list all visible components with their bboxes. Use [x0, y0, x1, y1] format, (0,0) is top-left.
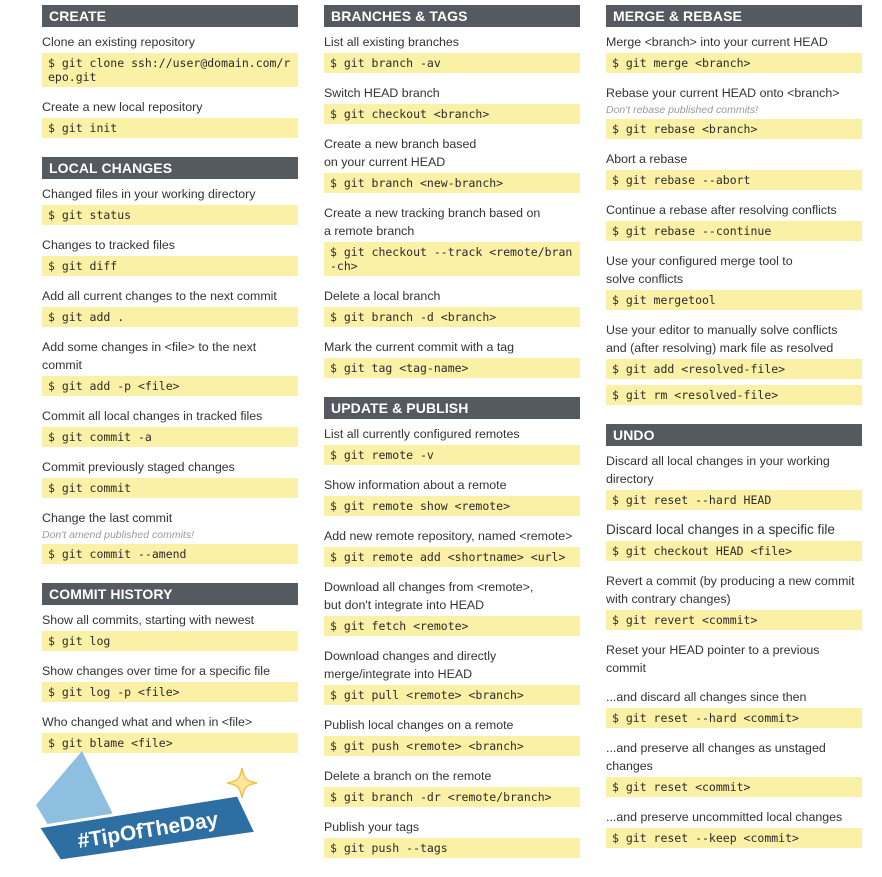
section-header: UPDATE & PUBLISH	[324, 397, 580, 419]
command-snippet[interactable]: $ git log	[42, 631, 298, 651]
item-description: Revert a commit (by producing a new commit with contrary changes)	[606, 574, 855, 606]
section-header: UNDO	[606, 424, 862, 446]
item-description: Change the last commit	[42, 511, 173, 525]
item-description: ...and preserve all changes as unstaged changes	[606, 741, 826, 773]
command-snippet[interactable]: $ git remote show <remote>	[324, 496, 580, 516]
cheat-item	[42, 98, 298, 138]
command-snippet[interactable]: $ git init	[42, 118, 298, 138]
command-snippet[interactable]: $ git status	[42, 205, 298, 225]
item-description: Who changed what and when in <file>	[42, 715, 253, 729]
item-description: Merge <branch> into your current HEAD	[606, 35, 828, 49]
column-1	[42, 5, 298, 772]
section-header: CREATE	[42, 5, 298, 27]
command-snippet[interactable]: $ git branch -av	[324, 53, 580, 73]
cheat-item	[324, 647, 580, 705]
item-description: Add all current changes to the next commit	[42, 289, 277, 303]
item-description: Publish your tags	[324, 820, 420, 834]
cheat-item	[324, 135, 580, 193]
command-snippet[interactable]: $ git add <resolved-file>	[606, 359, 862, 379]
item-description: Create a new local repository	[42, 100, 203, 114]
item-description: Changes to tracked files	[42, 238, 175, 252]
command-snippet[interactable]: $ git pull <remote> <branch>	[324, 685, 580, 705]
item-description: Create a new tracking branch based on a remote branch	[324, 206, 541, 238]
section-undo	[606, 424, 862, 848]
command-snippet[interactable]: $ git checkout HEAD <file>	[606, 541, 862, 561]
column-2	[324, 5, 580, 877]
item-description: Switch HEAD branch	[324, 86, 440, 100]
section-branches-tags	[324, 5, 580, 378]
cheat-item	[42, 287, 298, 327]
cheat-item	[42, 33, 298, 87]
command-snippet[interactable]: $ git push <remote> <branch>	[324, 736, 580, 756]
item-description: Commit all local changes in tracked files	[42, 409, 263, 423]
item-description: Use your editor to manually solve conflicts and (after resolving) mark file as resolved	[606, 323, 838, 355]
cheat-item	[606, 452, 862, 510]
cheat-item	[324, 818, 580, 858]
section-update-publish	[324, 397, 580, 858]
cheat-item	[42, 185, 298, 225]
item-description: Download changes and directly merge/integrate into HEAD	[324, 649, 497, 681]
cheat-item	[324, 476, 580, 516]
item-description: Abort a rebase	[606, 152, 688, 166]
item-description: Discard local changes in a specific file	[606, 522, 835, 537]
item-description: Clone an existing repository	[42, 35, 195, 49]
cheat-item	[606, 321, 862, 405]
cheat-item	[42, 338, 298, 396]
item-description: Download all changes from <remote>, but don't integrate into HEAD	[324, 580, 534, 612]
cheat-item	[606, 688, 862, 728]
command-snippet[interactable]: $ git branch -dr <remote/branch>	[324, 787, 580, 807]
command-snippet[interactable]: $ git rebase <branch>	[606, 119, 862, 139]
item-description: Delete a branch on the remote	[324, 769, 492, 783]
command-snippet[interactable]: $ git reset --hard <commit>	[606, 708, 862, 728]
column-3	[606, 5, 862, 867]
cheat-item	[606, 572, 862, 630]
command-snippet[interactable]: $ git commit --amend	[42, 544, 298, 564]
cheat-item	[42, 407, 298, 447]
cheat-item	[606, 808, 862, 848]
command-snippet[interactable]: $ git rebase --abort	[606, 170, 862, 190]
section-header: BRANCHES & TAGS	[324, 5, 580, 27]
cheat-item	[606, 739, 862, 797]
section-commit-history	[42, 583, 298, 753]
cheat-item	[606, 641, 862, 677]
cheat-item	[606, 521, 862, 561]
command-snippet[interactable]: $ git clone ssh://user@domain.com/repo.git	[42, 53, 298, 87]
item-description: Add new remote repository, named <remote>	[324, 529, 573, 543]
cheat-item	[42, 458, 298, 498]
cheat-item	[42, 611, 298, 651]
cheat-item	[324, 33, 580, 73]
command-snippet[interactable]: $ git branch -d <branch>	[324, 307, 580, 327]
command-snippet[interactable]: $ git commit	[42, 478, 298, 498]
command-snippet[interactable]: $ git reset <commit>	[606, 777, 862, 797]
command-snippet[interactable]: $ git commit -a	[42, 427, 298, 447]
item-description: Commit previously staged changes	[42, 460, 235, 474]
cheat-item	[324, 338, 580, 378]
cheat-item	[606, 84, 862, 139]
item-description: Mark the current commit with a tag	[324, 340, 515, 354]
item-description: Reset your HEAD pointer to a previous commit	[606, 643, 820, 675]
tip-of-the-day-badge	[30, 745, 270, 861]
command-snippet[interactable]: $ git log -p <file>	[42, 682, 298, 702]
section-merge-rebase	[606, 5, 862, 405]
command-snippet[interactable]: $ git merge <branch>	[606, 53, 862, 73]
cheat-item	[42, 509, 298, 564]
cheat-item	[324, 767, 580, 807]
cheat-item	[324, 578, 580, 636]
cheat-item	[324, 527, 580, 567]
item-description: Show information about a remote	[324, 478, 507, 492]
item-description: Publish local changes on a remote	[324, 718, 514, 732]
item-description: Changed files in your working directory	[42, 187, 256, 201]
section-create	[42, 5, 298, 138]
cheat-item	[324, 425, 580, 465]
cheat-item	[42, 236, 298, 276]
cheat-item	[606, 33, 862, 73]
cheat-item	[606, 150, 862, 190]
item-description: ...and preserve uncommitted local changes	[606, 810, 843, 824]
item-description: Use your configured merge tool to solve conflicts	[606, 254, 793, 286]
cheat-item	[42, 662, 298, 702]
section-header: MERGE & REBASE	[606, 5, 862, 27]
command-snippet[interactable]: $ git remote -v	[324, 445, 580, 465]
command-snippet[interactable]: $ git rebase --continue	[606, 221, 862, 241]
command-snippet[interactable]: $ git revert <commit>	[606, 610, 862, 630]
command-snippet[interactable]: $ git blame <file>	[42, 733, 298, 753]
command-snippet[interactable]: $ git diff	[42, 256, 298, 276]
command-snippet[interactable]: $ git checkout --track <remote/bran-ch>	[324, 242, 580, 276]
badge-text: #TipOfTheDay	[76, 808, 220, 853]
item-description: Delete a local branch	[324, 289, 441, 303]
cheat-item	[324, 716, 580, 756]
section-header: COMMIT HISTORY	[42, 583, 298, 605]
command-snippet[interactable]: $ git fetch <remote>	[324, 616, 580, 636]
cheat-item	[324, 204, 580, 276]
item-description: Continue a rebase after resolving conflicts	[606, 203, 837, 217]
item-description: Discard all local changes in your working directory	[606, 454, 830, 486]
item-description: List all currently configured remotes	[324, 427, 520, 441]
command-snippet[interactable]: $ git mergetool	[606, 290, 862, 310]
cheat-item	[606, 252, 862, 310]
warning-note: Don't amend published commits!	[42, 529, 194, 541]
cheat-item	[324, 287, 580, 327]
command-snippet[interactable]: $ git push --tags	[324, 838, 580, 858]
section-header: LOCAL CHANGES	[42, 157, 298, 179]
item-description: Rebase your current HEAD onto <branch>	[606, 86, 840, 100]
command-snippet[interactable]: $ git reset --hard HEAD	[606, 490, 862, 510]
sparkle-icon	[227, 768, 257, 798]
command-snippet[interactable]: $ git remote add <shortname> <url>	[324, 547, 580, 567]
command-snippet[interactable]: $ git add .	[42, 307, 298, 327]
item-description: Add some changes in <file> to the next commit	[42, 340, 257, 372]
command-snippet[interactable]: $ git add -p <file>	[42, 376, 298, 396]
item-description: Create a new branch based on your current HEAD	[324, 137, 477, 169]
command-snippet[interactable]: $ git branch <new-branch>	[324, 173, 580, 193]
section-local-changes	[42, 157, 298, 564]
command-snippet[interactable]: $ git tag <tag-name>	[324, 358, 580, 378]
item-description: Show all commits, starting with newest	[42, 613, 255, 627]
item-description: ...and discard all changes since then	[606, 690, 807, 704]
item-description: List all existing branches	[324, 35, 459, 49]
warning-note: Don't rebase published commits!	[606, 104, 758, 116]
command-snippet[interactable]: $ git rm <resolved-file>	[606, 385, 862, 405]
command-snippet[interactable]: $ git reset --keep <commit>	[606, 828, 862, 848]
item-description: Show changes over time for a specific file	[42, 664, 270, 678]
command-snippet[interactable]: $ git checkout <branch>	[324, 104, 580, 124]
cheat-item	[606, 201, 862, 241]
cheat-item	[324, 84, 580, 124]
